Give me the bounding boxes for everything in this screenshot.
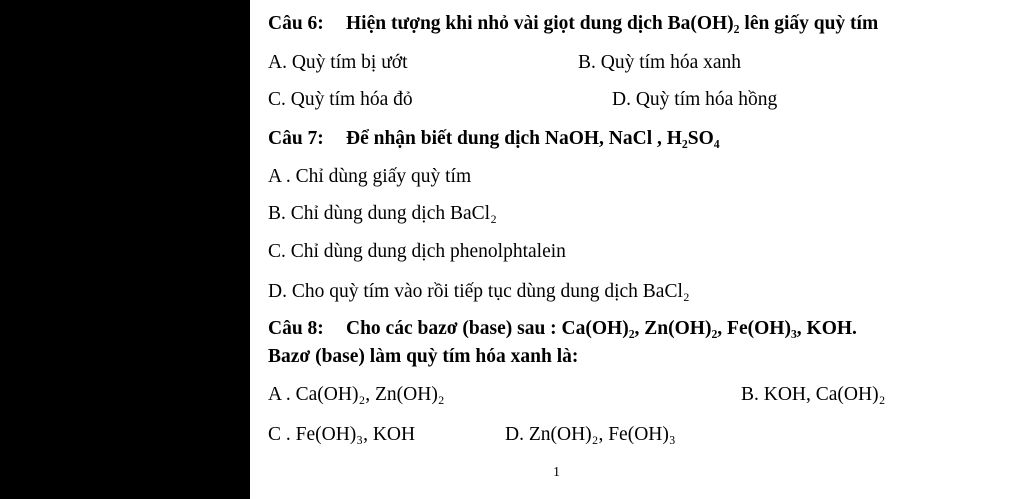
question-8-option-c: C . Fe(OH)₃, KOH [268,424,416,445]
question-8-option-d: D. Zn(OH)₂, Fe(OH)₃ [505,424,676,445]
question-6-option-d: D. Quỳ tím hóa hồng [612,89,778,110]
page-number: 1 [553,465,560,480]
question-7-option-d: D. Cho quỳ tím vào rồi tiếp tục dùng dung dịch BaCl₂ [268,281,690,302]
question-8-option-b: B. KOH, Ca(OH)₂ [741,384,886,405]
question-6-label: Câu 6: [268,13,324,34]
question-6 [268,14,878,34]
document-page [250,0,1024,499]
question-7-label: Câu 7: [268,128,324,149]
question-7-option-c: C. Chỉ dùng dung dịch phenolphtalein [268,241,566,262]
question-8 [268,319,857,339]
question-6-stem: Hiện tượng khi nhỏ vài giọt dung dịch Ba(OH)₂ lên giấy quỳ tím [346,13,879,34]
question-7-option-b: B. Chỉ dùng dung dịch BaCl₂ [268,203,497,224]
question-7-stem: Để nhận biết dung dịch NaOH, NaCl , H₂SO₄ [346,128,720,149]
question-7-option-a: A . Chỉ dùng giấy quỳ tím [268,166,472,187]
question-8-stem-line-2: Bazơ (base) làm quỳ tím hóa xanh là: [268,346,579,367]
question-6-option-c: C. Quỳ tím hóa đỏ [268,89,413,110]
question-8-stem: Cho các bazơ (base) sau : Ca(OH)₂, Zn(OH)₂, Fe(OH)₃, KOH. [346,318,857,339]
question-6-option-a: A. Quỳ tím bị ướt [268,52,408,73]
question-8-option-a: A . Ca(OH)₂, Zn(OH)₂ [268,384,445,405]
question-7 [268,129,720,149]
question-6-option-b: B. Quỳ tím hóa xanh [578,52,742,73]
question-8-label: Câu 8: [268,318,324,339]
